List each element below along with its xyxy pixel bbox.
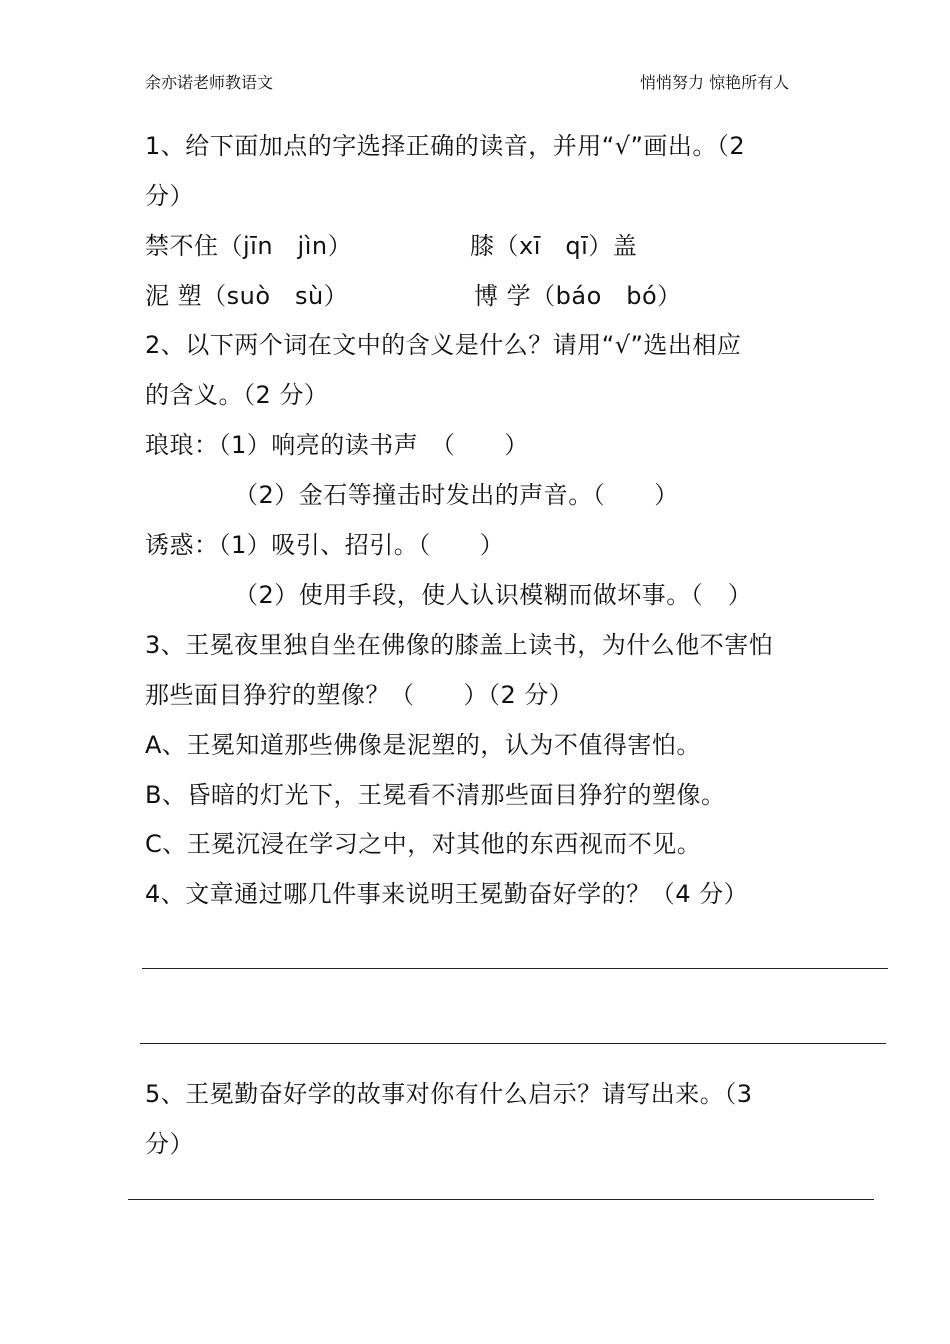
pinyin-item-nisu: 泥 塑（suò sù） [145,282,349,310]
page-header-left: 余亦诺老师教语文 [145,73,274,92]
langlang-option-1: 琅琅：（1）响亮的读书声 （ ） [145,431,529,459]
question-3-line-1: 3、王冕夜里独自坐在佛像的膝盖上读书，为什么他不害怕 [145,631,774,659]
question-3-option-b: B、昏暗的灯光下，王冕看不清那些面目狰狞的塑像。 [145,781,726,809]
question-3-option-a: A、王冕知道那些佛像是泥塑的，认为不值得害怕。 [145,731,701,759]
youhuo-option-2: （2）使用手段，使人认识模糊而做坏事。（ ） [234,581,753,609]
question-1-line-2: 分） [145,182,194,210]
answer-line-5 [128,1199,874,1200]
question-1-line-1: 1、给下面加点的字选择正确的读音，并用“√”画出。（2 [145,132,746,160]
answer-line-4a [142,968,888,969]
pinyin-item-boxue: 博 学（báo bó） [474,282,682,310]
question-3-option-c: C、王冕沉浸在学习之中，对其他的东西视而不见。 [145,830,702,858]
question-2-line-2: 的含义。（2 分） [145,381,329,409]
question-5-line-1: 5、王冕勤奋好学的故事对你有什么启示？请写出来。（3 [145,1080,753,1108]
pinyin-item-xigai: 膝（xī qī）盖 [470,232,638,260]
youhuo-option-1: 诱惑：（1）吸引、招引。（ ） [145,531,505,559]
page-header-right: 悄悄努力 惊艳所有人 [640,73,790,92]
pinyin-item-jinbuzhu: 禁不住（jīn jìn） [145,232,353,260]
question-5-line-2: 分） [145,1130,194,1158]
question-3-line-2: 那些面目狰狞的塑像？（ ）（2 分） [145,681,574,709]
langlang-option-2: （2）金石等撞击时发出的声音。（ ） [234,481,679,509]
question-2-line-1: 2、以下两个词在文中的含义是什么？请用“√”选出相应 [145,331,742,359]
question-4-line-1: 4、文章通过哪几件事来说明王冕勤奋好学的？（4 分） [145,880,749,908]
answer-line-4b [140,1043,886,1044]
